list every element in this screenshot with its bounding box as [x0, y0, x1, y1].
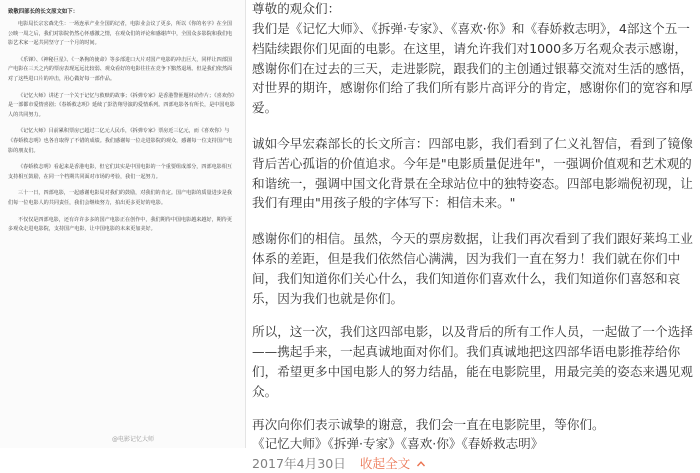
post-paragraph: 感谢你们的相信。虽然，今天的票房数据，让我们再次看到了我们跟好莱坞工业体系的差距，但是我们依然信心满满，因为我们一直在努力！我们就在你们中间，我们知道你们关心什么，我们知道你们喜欢什么，我们知道你们喜怒和哀乐，因为我们也就是你们。	[252, 231, 693, 306]
greeting: 尊敬的观众们：	[252, 1, 341, 16]
letter-paragraph: 不仅仅是四部电影，还有许许多多的国产电影正在创作中，我们期待中国电影越来越好，期待更多观众走进电影院，支持国产电影，让中国电影的未来更加美好。	[8, 216, 232, 233]
letter-paragraph: 《乐锋》、《神秘巨星》、《一条狗的使命》等多部进口大片对国产电影的冲击巨大，同样让四部国产电影在三天之内的票房表现远远比较弱、观众看好的电影往往在竞争下黯然退场。但是我们依然面对了这些进口片的冲击，用心做好每一部作品。	[8, 56, 233, 82]
letter-title: 致敬四部长的长文原文如下：	[8, 9, 79, 15]
collapse-label: 收起全文	[359, 456, 411, 472]
original-letter-image	[0, 0, 246, 448]
post-footer	[252, 454, 698, 473]
chevron-up-icon	[416, 459, 426, 469]
letter-paragraph: 电影局长宗宏森先生：一场连承产业全国的记者，电影业会议了更多，所以《你的名字》在全国公映一周之后，我们对影院仍然心怀感激之情，在观众们的评论和感谢声中，全国众多影院和我们电影艺术家一起共同坚守了一个月的时间。	[8, 21, 233, 47]
post-paragraph: 诚如今早宏森部长的长文所言：四部电影，我们看到了仁义礼智信，看到了镜像背后苦心孤诣的价值追求。今年是"电影质量促进年"，一强调价值观和艺术观的和谐统一，强调中国文化背景在全球站位中的独特姿态。四部电影端倪初现，让我们有理由"用孩子般的字体写下：相信未来。"	[252, 135, 693, 211]
collapse-full-text-link[interactable]	[360, 456, 426, 471]
letter-paragraph: 《记忆大师》目前累积票房已超过二亿元人民币，《拆弹专家》票房近三亿元，而《喜欢你》与《春娇救志明》也各自取得了不错的成绩。我们感谢每一位走进影院的观众，感谢每一位支持国产电影的朋友们。	[8, 128, 233, 154]
image-watermark: @电影记忆大师	[112, 436, 155, 443]
post-date: 2017年4月30日	[252, 456, 346, 472]
post-paragraph: 再次向你们表示诚挚的谢意，我们会一直在电影院里，等你们。	[252, 416, 605, 432]
post-paragraph: 我们是《记忆大师》、《拆弹·专家》、《喜欢·你》和《春娇救志明》，4部这个五一档陆续跟你们见面的电影。在这里，请允许我们对1000多万名观众表示感谢，感谢你们在过去的三天，走进影院，跟我们的主创通过银幕交流对生活的感悟，对世界的期许，感谢你们给了我们所有影片高评分的肯定，感谢你们的宽容和厚爱。	[252, 21, 693, 116]
letter-paragraph: 三十一日，四部电影，一起感谢电影局对我们的鼓励，对我们的肯定。国产电影的质量进步是我们每一位电影人的共同责任，我们会继续努力，拍出更多更好的电影。	[8, 190, 232, 206]
signature: 《记忆大师》《拆弹·专家》《喜欢·你》《春娇救志明》	[252, 436, 544, 452]
post-paragraph: 所以，这一次，我们这四部电影，以及背后的所有工作人员，一起做了一个选择——携起手来，一起真诚地面对你们。我们真诚地把这四部华语电影推荐给你们，希望更多中国电影人的努力结晶，能在电影院里，用最完美的姿态来遇见观众。	[252, 324, 693, 399]
letter-paragraph: 《春娇救志明》看起来是香港电影，但它们其实是中国电影的一个重要组成部分，四部电影相互支持相互鼓励，在同一个档期共同面对市场的考验，我们一起努力。	[8, 164, 232, 180]
letter-paragraph: 《记忆大师》讲述了一个关于记忆与救赎的故事；《拆弹专家》是香港警匪题材动作片；《喜欢你》是一部都市爱情喜剧；《春娇救志明》延续了彭浩翔导演的爱情系列。四部电影各有所长，是中国电影人的共同努力。	[8, 92, 235, 118]
post-body	[252, 0, 698, 472]
